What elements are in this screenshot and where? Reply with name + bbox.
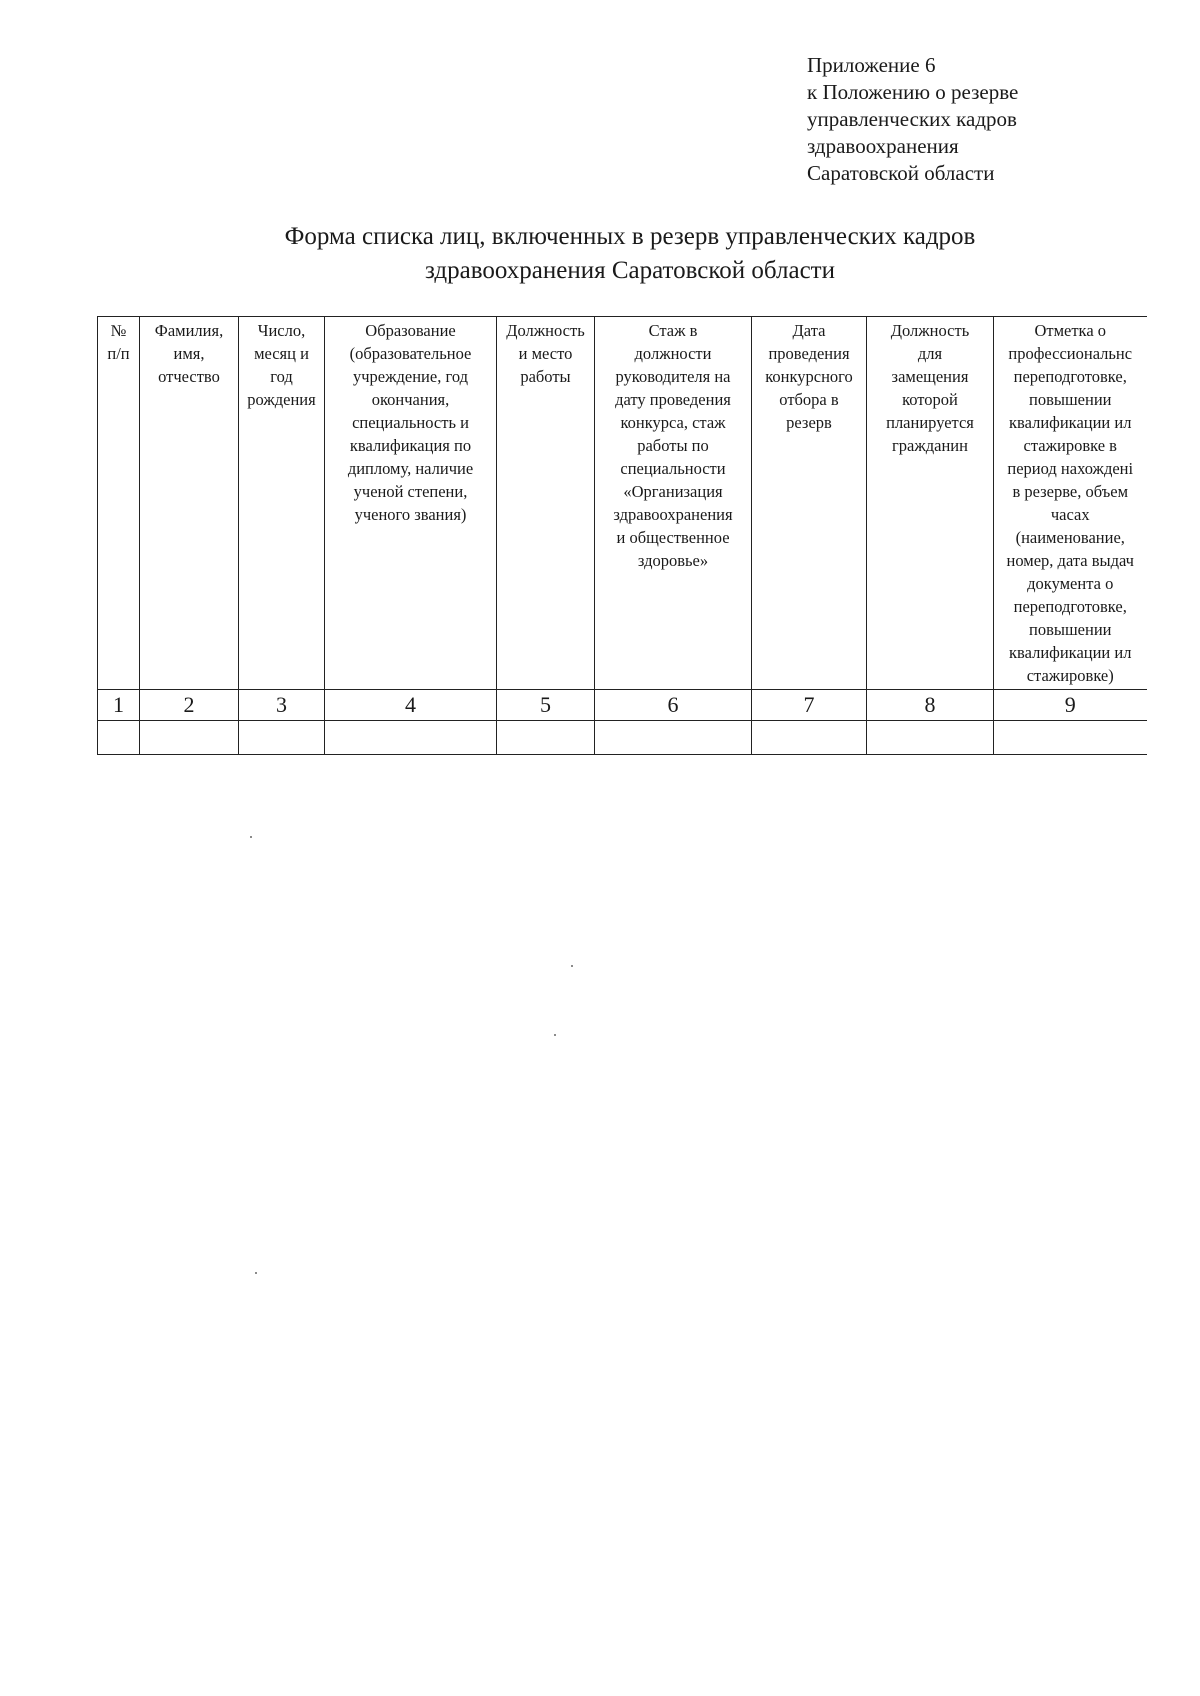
title-line-2: здравоохранения Саратовской области [425, 257, 835, 284]
empty-cell [994, 721, 1147, 755]
column-number: 2 [140, 690, 239, 721]
header-cell-full-name: Фамилия, имя, отчество [140, 317, 239, 690]
empty-cell [867, 721, 994, 755]
reserve-list-form-table [97, 316, 1147, 755]
column-number-row [98, 690, 1147, 721]
column-number: 6 [595, 690, 752, 721]
header-cell-experience: Стаж в должности руководителя на дату проведения конкурса, стаж работы по специальности «Организация здравоохранения и общественное здоровье» [595, 317, 752, 690]
header-cell-education: Образование (образовательное учреждение, год окончания, специальность и квалификация по диплому, наличие ученой степени, ученого звания) [325, 317, 497, 690]
column-number: 7 [752, 690, 867, 721]
header-cell-selection-date: Дата проведения конкурсного отбора в резерв [752, 317, 867, 690]
header-cell-training-note: Отметка о профессиональнс переподготовке, повышении квалификации ил стажировке в период нахождені в резерве, объем часах (наименование, номер, дата выдач документа о переподготовке, повышении квалификации ил стажировке) [994, 317, 1147, 690]
appendix-note [807, 52, 1018, 187]
column-number: 5 [497, 690, 595, 721]
scan-speck [571, 965, 573, 967]
column-number: 3 [239, 690, 325, 721]
header-cell-target-position: Должность для замещения которой планируется гражданин [867, 317, 994, 690]
empty-cell [239, 721, 325, 755]
header-row [98, 317, 1147, 690]
empty-cell [497, 721, 595, 755]
header-cell-birth-date: Число, месяц и год рождения [239, 317, 325, 690]
empty-cell [325, 721, 497, 755]
appendix-line: здравоохранения [807, 134, 959, 158]
appendix-line: Саратовской области [807, 161, 995, 185]
column-number: 9 [994, 690, 1147, 721]
column-number: 1 [98, 690, 140, 721]
empty-cell [752, 721, 867, 755]
appendix-line: управленческих кадров [807, 107, 1017, 131]
column-number: 4 [325, 690, 497, 721]
scan-speck [554, 1034, 556, 1036]
empty-cell [595, 721, 752, 755]
header-cell-number: № п/п [98, 317, 140, 690]
title-line-1: Форма списка лиц, включенных в резерв управленческих кадров [284, 223, 976, 250]
scan-speck [255, 1272, 257, 1274]
appendix-line: Приложение 6 [807, 53, 936, 77]
scan-speck [250, 836, 252, 838]
empty-cell [140, 721, 239, 755]
header-cell-position: Должность и место работы [497, 317, 595, 690]
appendix-line: к Положению о резерве [807, 80, 1019, 104]
empty-cell [98, 721, 140, 755]
column-number: 8 [867, 690, 994, 721]
document-title [0, 220, 1200, 288]
empty-data-row [98, 721, 1147, 755]
